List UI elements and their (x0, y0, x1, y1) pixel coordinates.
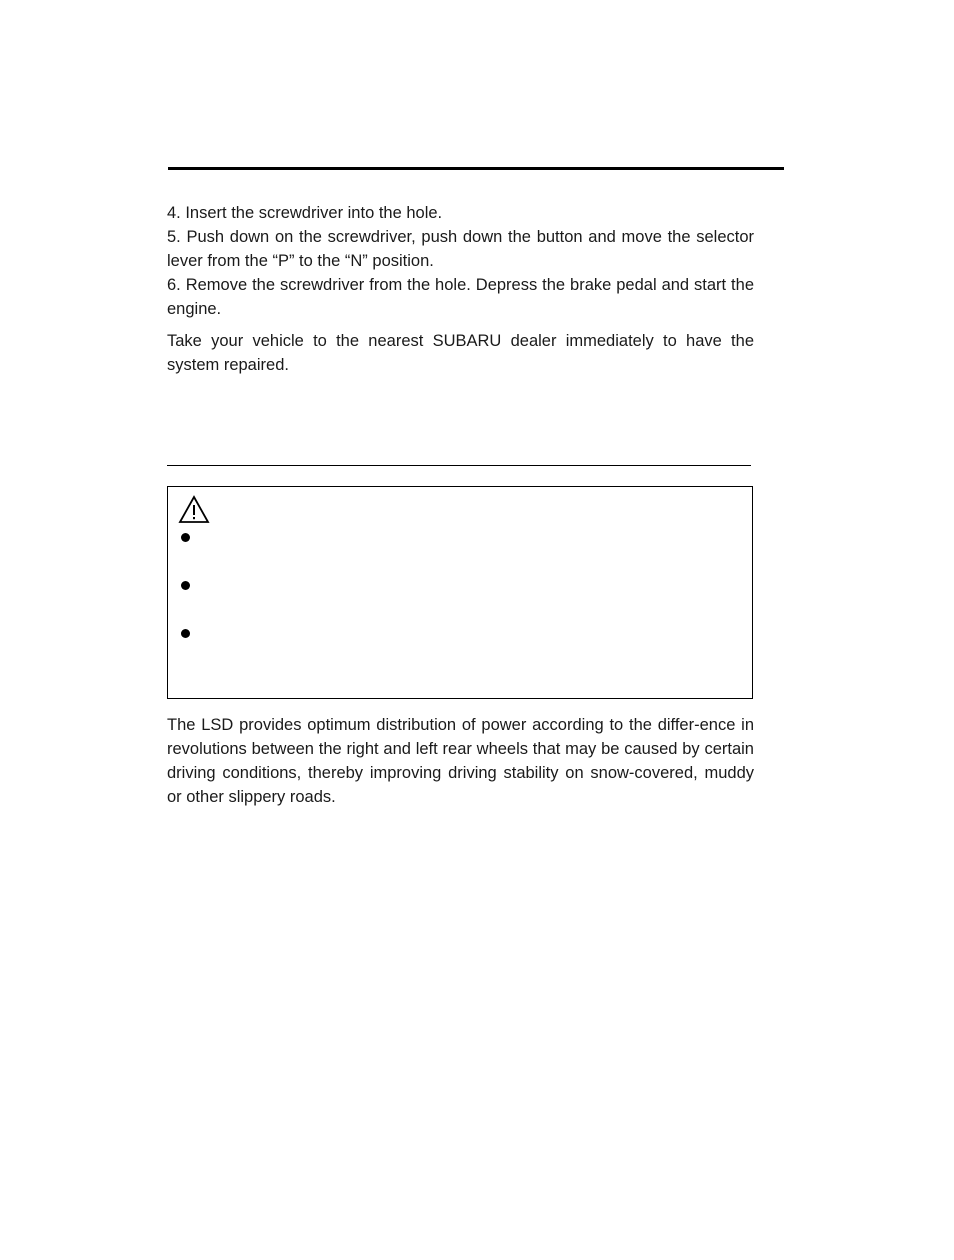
section-divider (167, 465, 751, 466)
warning-bullet-3 (181, 629, 190, 638)
dealer-note: Take your vehicle to the nearest SUBARU dealer immediately to have the system repaired. (167, 332, 754, 374)
warning-box (167, 486, 753, 699)
header-rule (168, 167, 784, 170)
warning-bullet-1 (181, 533, 190, 542)
step-4: 4. Insert the screwdriver into the hole. (167, 204, 443, 222)
warning-triangle-icon (178, 495, 210, 525)
step-6: 6. Remove the screwdriver from the hole. Depress the brake pedal and start the engine. (167, 276, 754, 318)
lsd-description: The LSD provides optimum distribution of power according to the differ-ence in revolutions between the right and left rear wheels that may be caused by certain driving conditions, thereby improving driving stability on snow-covered, muddy or other slippery roads. (167, 716, 754, 806)
warning-bullet-2 (181, 581, 190, 590)
procedure-steps (167, 201, 754, 321)
step-5: 5. Push down on the screwdriver, push down the button and move the selector lever from the “P” to the “N” position. (167, 228, 754, 270)
